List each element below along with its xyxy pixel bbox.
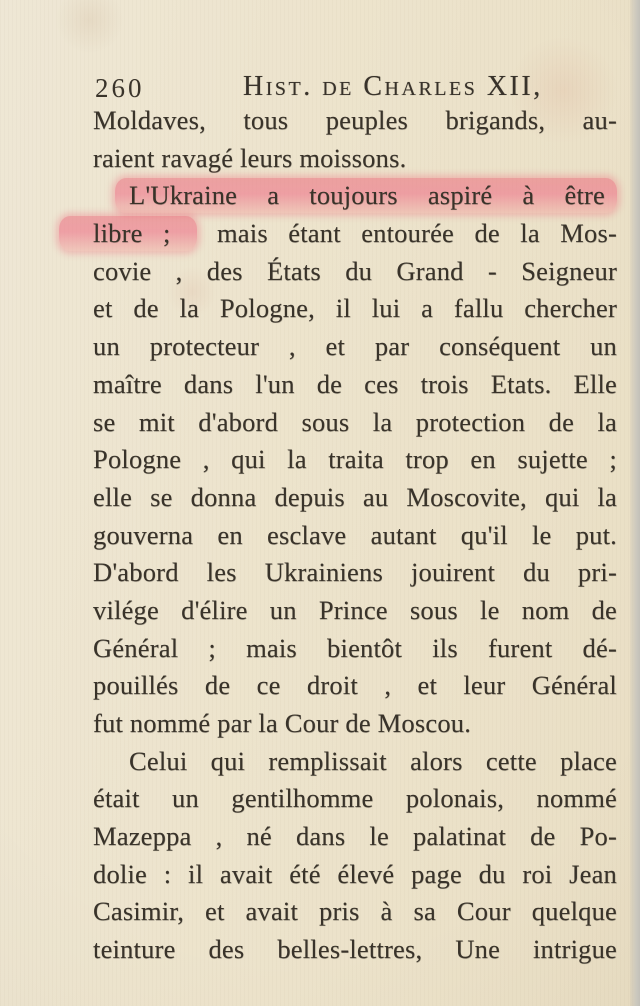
text-line: se mit d'abord sous la protection de la <box>93 406 617 437</box>
text-line: covie , des États du Grand - Seigneur <box>93 255 617 286</box>
text-line: Pologne , qui la traita trop en sujette ; <box>93 444 617 475</box>
text-line: fut nommé par la Cour de Moscou. <box>93 708 472 738</box>
paper-edge-shadow <box>630 0 640 1006</box>
text-line: un protecteur , et par conséquent un <box>93 331 617 362</box>
text-line: était un gentilhomme polonais, nommé <box>93 783 617 814</box>
page-number: 260 <box>95 73 145 103</box>
running-title: Hist. de Charles XII, <box>243 71 543 102</box>
text-line: elle se donna depuis au Moscovite, qui la <box>93 481 617 512</box>
text-line: Moldaves, tous peuples brigands, au- <box>93 105 617 135</box>
text-line: pouillés de ce droit , et leur Général <box>93 670 617 701</box>
highlight-mark: libre ; <box>59 216 197 251</box>
text-line: Celui qui remplissait alors cette place <box>129 745 617 776</box>
text-line: libre ; mais étant entourée de la Mos- <box>93 215 617 253</box>
text-line: maître dans l'un de ces trois Etats. Elle <box>93 368 617 399</box>
text-line: teinture des belles-lettres, Une intrigue <box>93 934 617 965</box>
text-line: Casimir, et avait pris à sa Cour quelque <box>93 896 617 927</box>
body-text <box>93 102 617 969</box>
text-line: Mazeppa , né dans le palatinat de Po- <box>93 821 617 852</box>
text-line: dolie : il avait été élevé page du roi Jean <box>93 858 617 889</box>
text-line: Général ; mais bientôt ils furent dé- <box>93 632 617 663</box>
text-line: gouverna en esclave autant qu'il le put. <box>93 519 617 550</box>
text-line: D'abord les Ukrainiens jouirent du pri- <box>93 557 617 588</box>
highlight-mark: L'Ukraine a toujours aspiré à être <box>115 178 617 213</box>
running-header <box>0 71 640 105</box>
text-line <box>93 177 617 215</box>
text-line: raient ravagé leurs moissons. <box>93 142 407 173</box>
text-line: vilége d'élire un Prince sous le nom de <box>93 594 617 625</box>
text-line: et de la Pologne, il lui a fallu chercher <box>93 293 617 324</box>
